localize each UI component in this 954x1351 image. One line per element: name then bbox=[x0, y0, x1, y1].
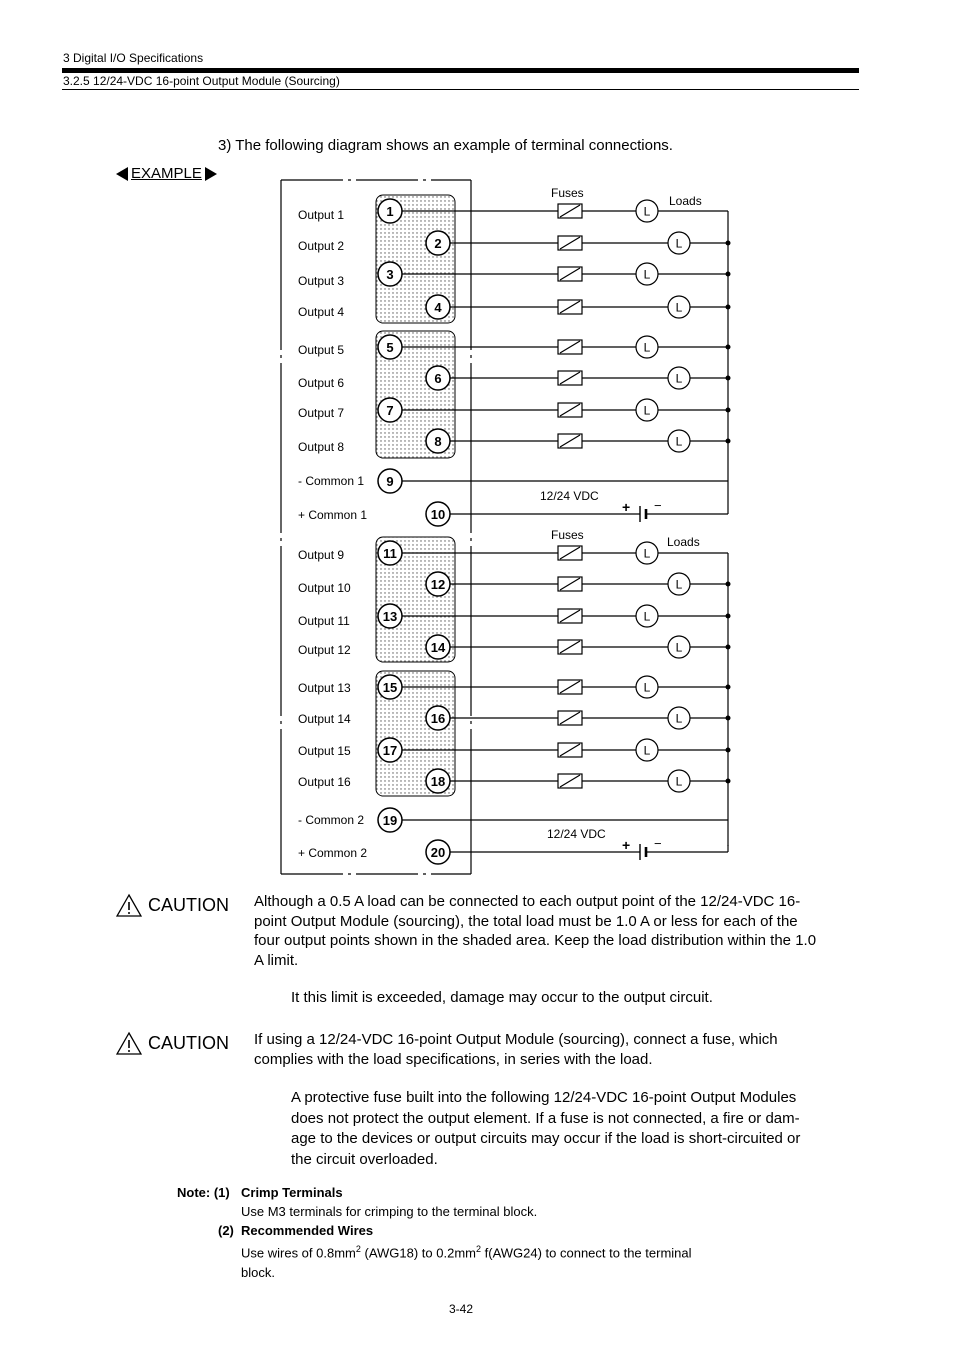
load-symbol-label: L bbox=[675, 640, 683, 655]
header-subsection: 3.2.5 12/24-VDC 16-point Output Module (Sourcing) bbox=[63, 74, 340, 88]
terminal-number: 20 bbox=[430, 845, 446, 860]
terminal-number: 8 bbox=[434, 434, 442, 449]
note-2-title: Recommended Wires bbox=[241, 1223, 374, 1238]
load-symbol-label: L bbox=[675, 300, 683, 315]
loads-label: Loads bbox=[667, 535, 700, 549]
terminal-number: 19 bbox=[382, 813, 398, 828]
caution-1-note: It this limit is exceeded, damage may occur to the output circuit. bbox=[291, 989, 713, 1006]
terminal-label: Output 7 bbox=[298, 406, 345, 420]
terminal-label: Output 3 bbox=[298, 274, 345, 288]
load-symbol-label: L bbox=[643, 680, 651, 695]
note-1-title: Crimp Terminals bbox=[241, 1185, 343, 1200]
terminal-label: Output 16 bbox=[298, 775, 351, 789]
terminal-label: Output 6 bbox=[298, 376, 345, 390]
note-2-text-part: (AWG18) to 0.2mm bbox=[360, 1245, 476, 1261]
terminal-label: - Common 2 bbox=[298, 813, 365, 827]
load-symbol-label: L bbox=[643, 403, 651, 418]
note-2-sup: 2 bbox=[476, 1244, 482, 1254]
terminal-number: 4 bbox=[434, 300, 442, 315]
warning-icon bbox=[116, 1031, 142, 1055]
junction-dot bbox=[726, 272, 731, 277]
terminal-number: 14 bbox=[430, 640, 446, 655]
caution-2-note-line: does not protect the output element. If a fuse is not connected, a fire or dam- bbox=[291, 1109, 800, 1127]
example-text: EXAMPLE bbox=[131, 165, 202, 182]
plus-sign: + bbox=[622, 499, 631, 515]
terminal-number: 18 bbox=[430, 774, 446, 789]
load-symbol-label: L bbox=[643, 609, 651, 624]
terminal-number: 12 bbox=[430, 577, 446, 592]
supply-label: 12/24 VDC bbox=[540, 489, 599, 503]
terminal-label: Output 14 bbox=[298, 712, 351, 726]
fuses-label: Fuses bbox=[551, 186, 584, 200]
junction-dot bbox=[726, 305, 731, 310]
note-2-text-part: f(AWG24) to connect to the terminal bbox=[481, 1245, 692, 1261]
caution-1-line: A limit. bbox=[254, 951, 299, 969]
minus-sign: − bbox=[654, 498, 662, 513]
terminal-number: 16 bbox=[430, 711, 446, 726]
terminal-number: 5 bbox=[386, 340, 394, 355]
load-symbol-label: L bbox=[675, 371, 683, 386]
loads-label: Loads bbox=[669, 194, 702, 208]
load-symbol-label: L bbox=[675, 577, 683, 592]
load-symbol-label: L bbox=[643, 267, 651, 282]
junction-dot bbox=[726, 582, 731, 587]
terminal-label: - Common 1 bbox=[298, 474, 365, 488]
note-2-prefix: (2) bbox=[218, 1223, 234, 1238]
terminal-number: 2 bbox=[434, 236, 442, 251]
caution-2-label bbox=[116, 1031, 229, 1055]
caution-1-text: CAUTION bbox=[148, 894, 229, 915]
terminal-label: Output 1 bbox=[298, 208, 345, 222]
junction-dot bbox=[726, 716, 731, 721]
note-prefix: Note: (1) bbox=[177, 1185, 230, 1200]
terminal-label: Output 2 bbox=[298, 239, 345, 253]
junction-dot bbox=[726, 439, 731, 444]
caution-2-note-line: age to the devices or output circuits may occur if the load is short-circuited or bbox=[291, 1130, 801, 1147]
caution-1-line: point Output Module (sourcing), the total load must be 1.0 A or less for each of the bbox=[254, 912, 798, 930]
load-symbol-label: L bbox=[643, 204, 651, 219]
caution-2-body bbox=[254, 1030, 778, 1069]
junction-dot bbox=[726, 376, 731, 381]
load-symbol-label: L bbox=[643, 743, 651, 758]
caution-1-line: four output points shown in the shaded area. Keep the load distribution within the 1.0 bbox=[254, 932, 817, 949]
load-symbol-label: L bbox=[675, 236, 683, 251]
terminal-number: 13 bbox=[382, 609, 398, 624]
terminal-number: 17 bbox=[382, 743, 398, 758]
load-symbol-label: L bbox=[643, 546, 651, 561]
caution-2-line: If using a 12/24-VDC 16-point Output Module (sourcing), connect a fuse, which bbox=[254, 1031, 778, 1048]
terminal-label: Output 10 bbox=[298, 581, 351, 595]
caution-2-note bbox=[291, 1088, 800, 1170]
junction-dot bbox=[726, 241, 731, 246]
terminal-label: + Common 2 bbox=[298, 846, 368, 860]
terminal-label: Output 15 bbox=[298, 744, 351, 758]
load-symbol-label: L bbox=[675, 774, 683, 789]
caution-2-note-line: the circuit overloaded. bbox=[291, 1150, 438, 1168]
terminal-label: Output 4 bbox=[298, 305, 345, 319]
caution-2-text: CAUTION bbox=[148, 1032, 229, 1053]
load-symbol-label: L bbox=[675, 434, 683, 449]
terminal-label: Output 13 bbox=[298, 681, 351, 695]
junction-dot bbox=[726, 645, 731, 650]
terminal-number: 11 bbox=[383, 546, 397, 561]
caution-1-body bbox=[254, 892, 816, 970]
caution-2-note-line: A protective fuse built into the following 12/24-VDC 16-point Output Modules bbox=[291, 1089, 797, 1106]
note-2-text-part: Use wires of 0.8mm bbox=[241, 1245, 356, 1261]
note-2-text-cont: block. bbox=[241, 1265, 275, 1280]
caution-2-line: complies with the load specifications, in series with the load. bbox=[254, 1050, 653, 1068]
caution-1-label bbox=[116, 893, 229, 917]
junction-dot bbox=[726, 345, 731, 350]
junction-dot bbox=[726, 614, 731, 619]
load-symbol-label: L bbox=[675, 711, 683, 726]
header-section: 3 Digital I/O Specifications bbox=[63, 51, 204, 65]
note-2-text bbox=[241, 1244, 692, 1260]
intro-text: 3) The following diagram shows an example of terminal connections. bbox=[218, 137, 673, 154]
minus-sign: − bbox=[654, 836, 662, 851]
terminal-label: Output 8 bbox=[298, 440, 345, 454]
terminal-number: 15 bbox=[382, 680, 398, 695]
terminal-number: 1 bbox=[386, 204, 394, 219]
terminal-label: + Common 1 bbox=[298, 508, 368, 522]
caution-1-line: Although a 0.5 A load can be connected to each output point of the 12/24-VDC 16- bbox=[254, 893, 801, 910]
note-2-sup: 2 bbox=[355, 1244, 361, 1254]
terminal-number: 7 bbox=[386, 403, 394, 418]
warning-icon bbox=[116, 893, 142, 917]
note-1-text: Use M3 terminals for crimping to the terminal block. bbox=[241, 1204, 538, 1219]
junction-dot bbox=[726, 408, 731, 413]
terminal-number: 6 bbox=[434, 371, 442, 386]
terminal-label: Output 12 bbox=[298, 643, 351, 657]
junction-dot bbox=[726, 779, 731, 784]
terminal-label: Output 5 bbox=[298, 343, 345, 357]
fuses-label: Fuses bbox=[551, 528, 584, 542]
junction-dot bbox=[726, 748, 731, 753]
load-symbol-label: L bbox=[643, 340, 651, 355]
terminal-label: Output 11 bbox=[298, 614, 350, 628]
terminal-number: 9 bbox=[386, 474, 394, 489]
terminal-number: 3 bbox=[386, 267, 394, 282]
junction-dot bbox=[726, 685, 731, 690]
terminal-number: 10 bbox=[430, 507, 446, 522]
supply-label: 12/24 VDC bbox=[547, 827, 606, 841]
page-number: 3-42 bbox=[449, 1302, 474, 1316]
terminal-label: Output 9 bbox=[298, 548, 345, 562]
plus-sign: + bbox=[622, 837, 631, 853]
